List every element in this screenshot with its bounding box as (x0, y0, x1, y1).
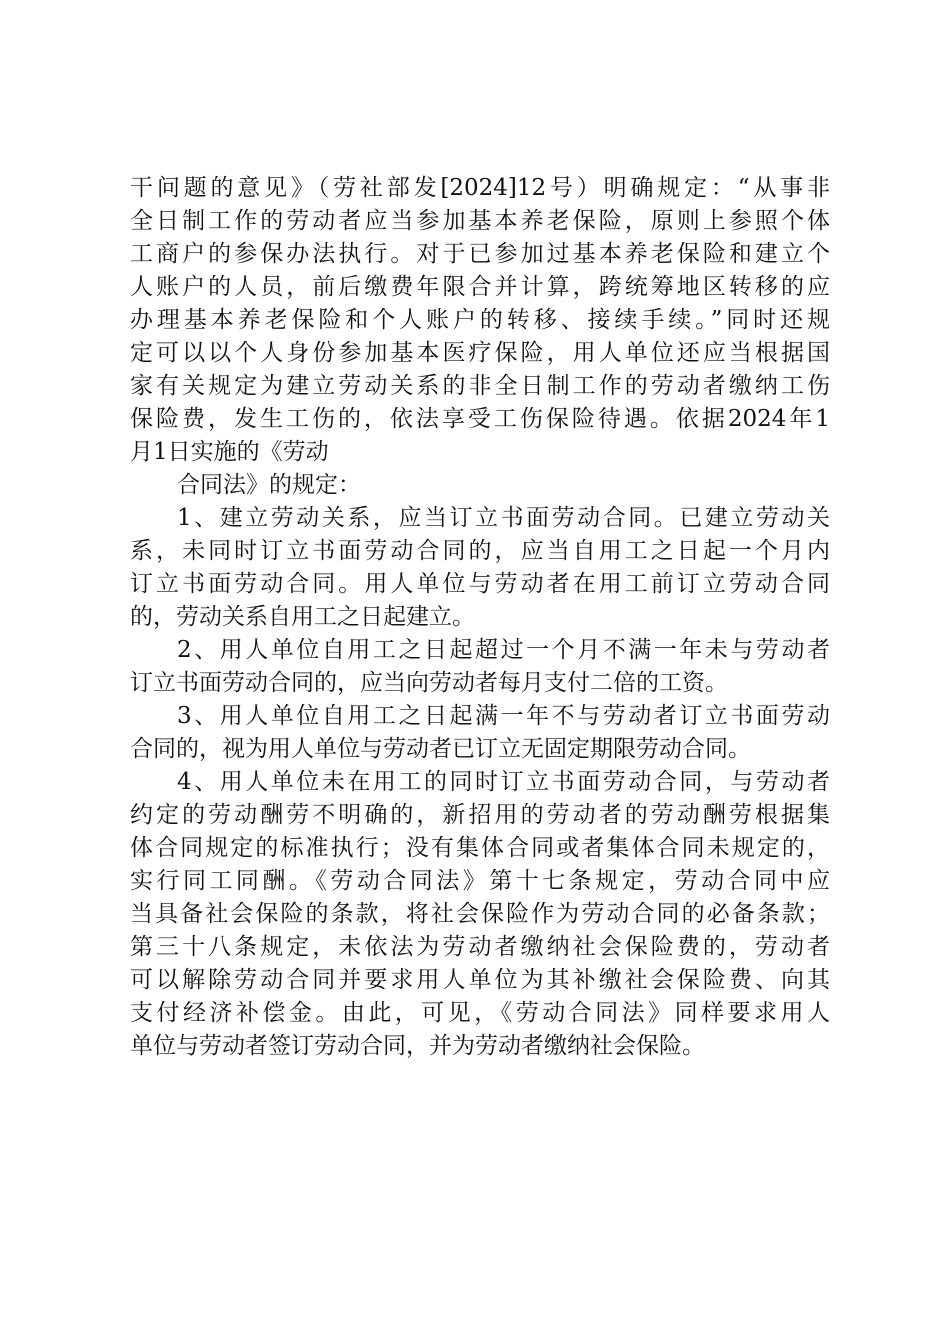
text-line: 可以解除劳动合同并要求用人单位为其补缴社会保险费、向其 (130, 967, 830, 993)
text-line: 订立书面劳动合同。用人单位与劳动者在用工前订立劳动合同 (130, 571, 830, 597)
text-line: 月1日实施的《劳动 (130, 439, 329, 465)
text-line: 约定的劳动酬劳不明确的，新招用的劳动者的劳动酬劳根据集 (130, 802, 830, 828)
text-line: 单位与劳动者签订劳动合同，并为劳动者缴纳社会保险。 (130, 1033, 705, 1059)
text-line: 系，未同时订立书面劳动合同的，应当自用工之日起一个月内 (130, 538, 830, 564)
document-body (130, 172, 830, 1063)
text-line: 定可以以个人身份参加基本医疗保险，用人单位还应当根据国 (130, 340, 830, 366)
text-line: 当具备社会保险的条款，将社会保险作为劳动合同的必备条款； (130, 901, 830, 927)
text-line: 办理基本养老保险和个人账户的转移、接续手续。”同时还规 (130, 307, 830, 333)
text-line: 合同的，视为用人单位与劳动者已订立无固定期限劳动合同。 (130, 736, 751, 762)
text-line: 第三十八条规定，未依法为劳动者缴纳社会保险费的，劳动者 (130, 934, 830, 960)
text-line: 订立书面劳动合同的，应当向劳动者每月支付二倍的工资。 (130, 670, 728, 696)
text-line: 人账户的人员，前后缴费年限合并计算，跨统筹地区转移的应 (130, 274, 830, 300)
text-line: 2、用人单位自用工之日起超过一个月不满一年未与劳动者 (177, 637, 830, 663)
text-line: 3、用人单位自用工之日起满一年不与劳动者订立书面劳动 (177, 703, 830, 729)
text-line: 保险费，发生工伤的，依法享受工伤保险待遇。依据2024年1 (130, 406, 830, 432)
text-line: 支付经济补偿金。由此，可见，《劳动合同法》同样要求用人 (130, 1000, 830, 1026)
text-line: 的，劳动关系自用工之日起建立。 (130, 604, 475, 630)
text-line: 家有关规定为建立劳动关系的非全日制工作的劳动者缴纳工伤 (130, 373, 830, 399)
text-line: 1、建立劳动关系，应当订立书面劳动合同。已建立劳动关 (177, 505, 830, 531)
text-line: 实行同工同酬。《劳动合同法》第十七条规定，劳动合同中应 (130, 868, 830, 894)
text-line: 体合同规定的标准执行；没有集体合同或者集体合同未规定的， (130, 835, 830, 861)
text-line: 4、用人单位未在用工的同时订立书面劳动合同，与劳动者 (177, 769, 830, 795)
text-line: 合同法》的规定： (177, 472, 361, 498)
text-line: 工商户的参保办法执行。对于已参加过基本养老保险和建立个 (130, 241, 830, 267)
text-line: 全日制工作的劳动者应当参加基本养老保险，原则上参照个体 (130, 208, 830, 234)
text-line: 干问题的意见》（劳社部发[2024]12号）明确规定：“从事非 (130, 175, 830, 201)
